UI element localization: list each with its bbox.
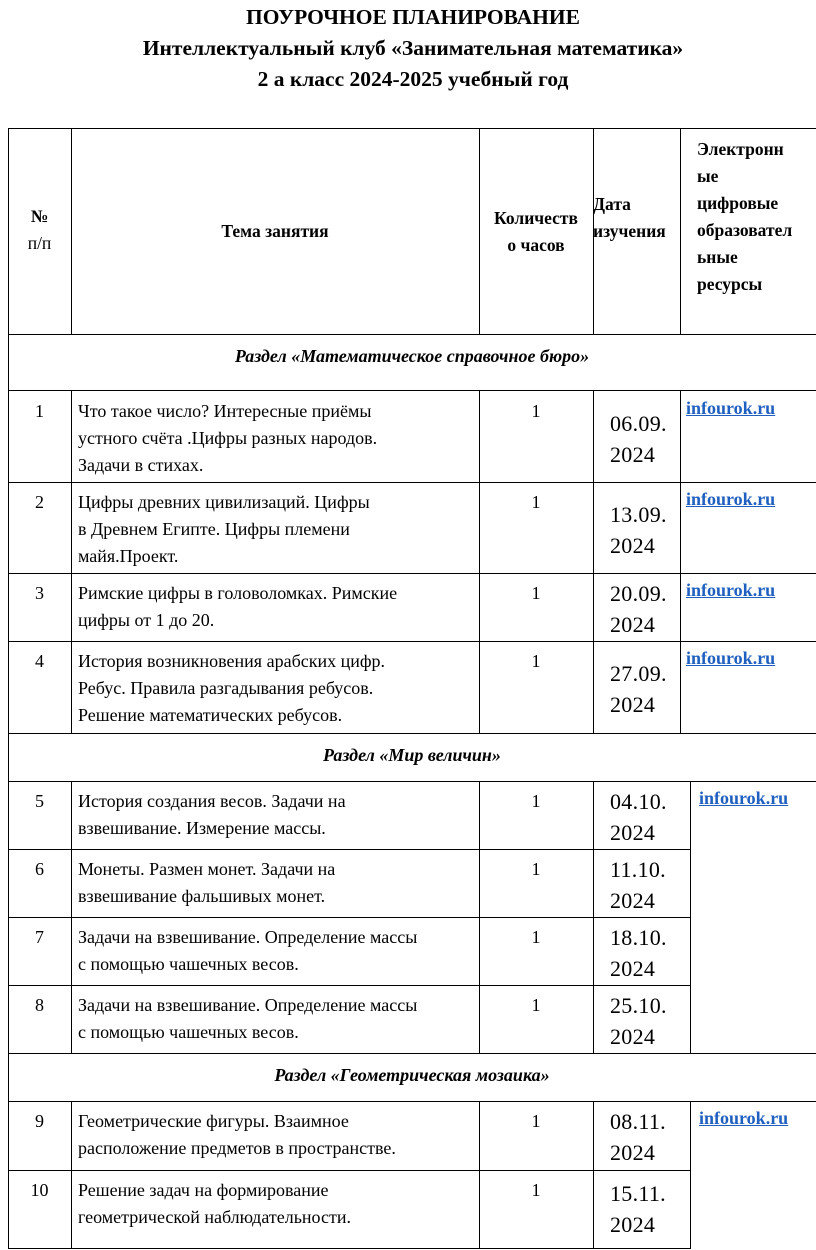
col-divider: [71, 781, 72, 1054]
col-divider: [690, 781, 691, 1054]
row-date: 08.11. 2024: [610, 1109, 666, 1165]
row-number: 4: [35, 651, 44, 671]
header-resources: Электронн ые цифровые образовател ьные ресурсы: [697, 139, 793, 294]
header-date: Дата изучения: [593, 194, 666, 241]
row-date: 27.09. 2024: [610, 661, 667, 717]
row-topic: Задачи на взвешивание. Определение массы с помощью чашечных весов.: [78, 927, 418, 974]
row-divider: [8, 482, 816, 483]
section-title: Раздел «Мир величин»: [323, 745, 501, 765]
col-divider: [680, 390, 681, 734]
col-divider: [71, 390, 72, 734]
row-number: 5: [35, 791, 44, 811]
row-date: 06.09. 2024: [610, 411, 667, 467]
section-divider: [8, 1101, 816, 1102]
col-divider: [593, 390, 594, 734]
col-divider: [593, 1101, 594, 1249]
row-date: 13.09. 2024: [610, 502, 667, 558]
row-divider: [8, 1170, 690, 1171]
section-title: Раздел «Геометрическая мозаика»: [274, 1065, 550, 1085]
section-divider: [8, 1053, 816, 1054]
row-hours: 1: [531, 1180, 541, 1200]
row-topic: Геометрические фигуры. Взаимное расположение предметов в пространстве.: [78, 1111, 396, 1158]
row-topic: Монеты. Размен монет. Задачи на взвешивание фальшивых монет.: [78, 859, 336, 906]
col-divider: [71, 1101, 72, 1249]
row-number: 8: [35, 995, 44, 1015]
row-hours: 1: [531, 859, 541, 879]
row-number: 1: [35, 401, 44, 421]
col-divider: [690, 1101, 691, 1249]
table-border-top: [8, 128, 816, 129]
row-topic: Решение задач на формирование геометрической наблюдательности.: [78, 1180, 351, 1227]
col-divider: [479, 390, 480, 734]
row-date: 18.10. 2024: [610, 925, 667, 981]
row-number: 2: [35, 492, 44, 512]
row-date: 20.09. 2024: [610, 581, 667, 637]
row-hours: 1: [531, 927, 541, 947]
row-hours: 1: [531, 401, 541, 421]
row-hours: 1: [531, 583, 541, 603]
row-hours: 1: [531, 995, 541, 1015]
row-hours: 1: [531, 791, 541, 811]
table-border-bottom: [8, 1248, 690, 1249]
header-bottom-border: [8, 334, 816, 335]
resource-link[interactable]: infourok.ru: [699, 1108, 789, 1128]
row-topic: История создания весов. Задачи на взвешивание. Измерение массы.: [78, 791, 346, 838]
header-topic: Тема занятия: [221, 221, 329, 241]
row-topic: Цифры древних цивилизаций. Цифры в Древнем Египте. Цифры племени майя.Проект.: [78, 492, 370, 566]
resource-link[interactable]: infourok.ru: [686, 648, 776, 668]
resource-link[interactable]: infourok.ru: [686, 489, 776, 509]
row-divider: [8, 573, 816, 574]
row-divider: [8, 985, 690, 986]
header-number: № п/п: [27, 206, 52, 253]
row-number: 9: [35, 1111, 44, 1131]
resource-link[interactable]: infourok.ru: [686, 580, 776, 600]
row-topic: Что такое число? Интересные приёмы устного счёта .Цифры разных народов. Задачи в стихах.: [78, 401, 378, 475]
row-number: 10: [30, 1180, 49, 1200]
section-divider: [8, 733, 816, 734]
title-line-2: Интеллектуальный клуб «Занимательная математика»: [142, 36, 684, 60]
row-number: 7: [35, 927, 44, 947]
row-divider: [8, 641, 816, 642]
col-divider: [593, 781, 594, 1054]
row-date: 04.10. 2024: [610, 789, 667, 845]
resource-link[interactable]: infourok.ru: [686, 398, 776, 418]
resource-link[interactable]: infourok.ru: [699, 788, 789, 808]
row-date: 25.10. 2024: [610, 993, 667, 1049]
row-hours: 1: [531, 1111, 541, 1131]
section-divider: [8, 390, 816, 391]
row-number: 6: [35, 859, 44, 879]
row-topic: История возникновения арабских цифр. Ребус. Правила разгадывания ребусов. Решение математических ребусов.: [78, 651, 386, 725]
row-number: 3: [35, 583, 44, 603]
section-divider: [8, 781, 816, 782]
section-title: Раздел «Математическое справочное бюро»: [234, 346, 590, 366]
row-hours: 1: [531, 492, 541, 512]
row-hours: 1: [531, 651, 541, 671]
document-title: [0, 2, 816, 95]
row-divider: [8, 849, 690, 850]
row-topic: Задачи на взвешивание. Определение массы с помощью чашечных весов.: [78, 995, 418, 1042]
row-divider: [8, 917, 690, 918]
row-date: 15.11. 2024: [610, 1181, 666, 1237]
row-topic: Римские цифры в головоломках. Римские цифры от 1 до 20.: [78, 583, 398, 630]
title-line-3: 2 а класс 2024-2025 учебный год: [257, 67, 569, 91]
header-hours: Количеств о часов: [494, 208, 578, 255]
row-date: 11.10. 2024: [610, 857, 666, 913]
title-line-1: ПОУРОЧНОЕ ПЛАНИРОВАНИЕ: [246, 5, 580, 29]
